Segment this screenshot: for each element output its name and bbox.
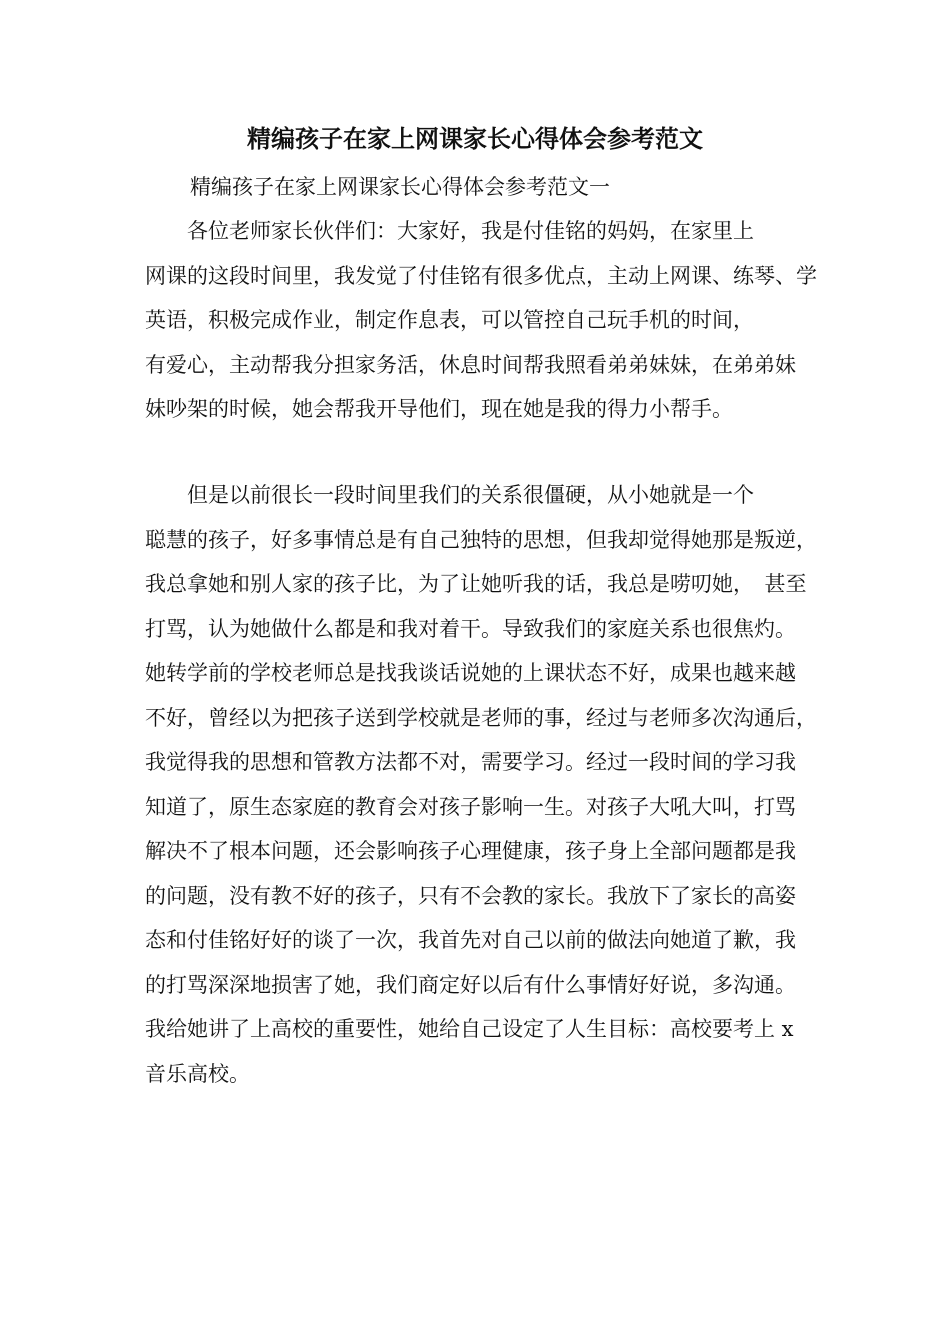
paragraph-line: 网课的这段时间里，我发觉了付佳铭有很多优点，主动上网课、练琴、学 <box>145 263 817 288</box>
paragraph-line: 妹吵架的时候，她会帮我开导他们，现在她是我的得力小帮手。 <box>145 397 733 421</box>
paragraph-line: 聪慧的孩子，好多事情总是有自己独特的思想，但我却觉得她那是叛逆， <box>145 527 817 552</box>
paragraph-2 <box>145 480 825 1103</box>
paragraph-line: 音乐高校。 <box>145 1061 250 1086</box>
paragraph-line: 各位老师家长伙伴们：大家好，我是付佳铭的妈妈，在家里上 <box>145 219 754 243</box>
paragraph-line: 我总拿她和别人家的孩子比，为了让她听我的话，我总是唠叨她， 甚至 <box>145 572 807 596</box>
paragraph-line: 的打骂深深地损害了她，我们商定好以后有什么事情好好说，多沟通。 <box>145 972 796 997</box>
document-title: 精编孩子在家上网课家长心得体会参考范文 <box>247 124 703 153</box>
paragraph-line: 不好，曾经以为把孩子送到学校就是老师的事，经过与老师多次沟通后， <box>145 705 817 730</box>
paragraph-line: 但是以前很长一段时间里我们的关系很僵硬，从小她就是一个 <box>145 483 754 507</box>
paragraph-line: 知道了，原生态家庭的教育会对孩子影响一生。对孩子大吼大叫，打骂 <box>145 794 796 819</box>
paragraph-line: 态和付佳铭好好的谈了一次，我首先对自己以前的做法向她道了歉，我 <box>145 928 796 952</box>
paragraph-line: 解决不了根本问题，还会影响孩子心理健康，孩子身上全部问题都是我 <box>145 839 796 863</box>
paragraph-line: 英语，积极完成作业，制定作息表，可以管控自己玩手机的时间， <box>145 308 754 332</box>
paragraph-line: 的问题，没有教不好的孩子，只有不会教的家长。我放下了家长的高姿 <box>145 883 796 908</box>
document-subtitle: 精编孩子在家上网课家长心得体会参考范文一 <box>190 175 610 199</box>
paragraph-line: 我觉得我的思想和管教方法都不对，需要学习。经过一段时间的学习我 <box>145 750 796 774</box>
paragraph-line: 我给她讲了上高校的重要性，她给自己设定了人生目标：高校要考上 x <box>145 1017 794 1041</box>
paragraph-line: 打骂，认为她做什么都是和我对着干。导致我们的家庭关系也很焦灼。 <box>145 616 796 641</box>
paragraph-1 <box>145 216 825 439</box>
paragraph-line: 她转学前的学校老师总是找我谈话说她的上课状态不好，成果也越来越 <box>145 661 796 685</box>
paragraph-line: 有爱心，主动帮我分担家务活，休息时间帮我照看弟弟妹妹，在弟弟妹 <box>145 352 796 377</box>
